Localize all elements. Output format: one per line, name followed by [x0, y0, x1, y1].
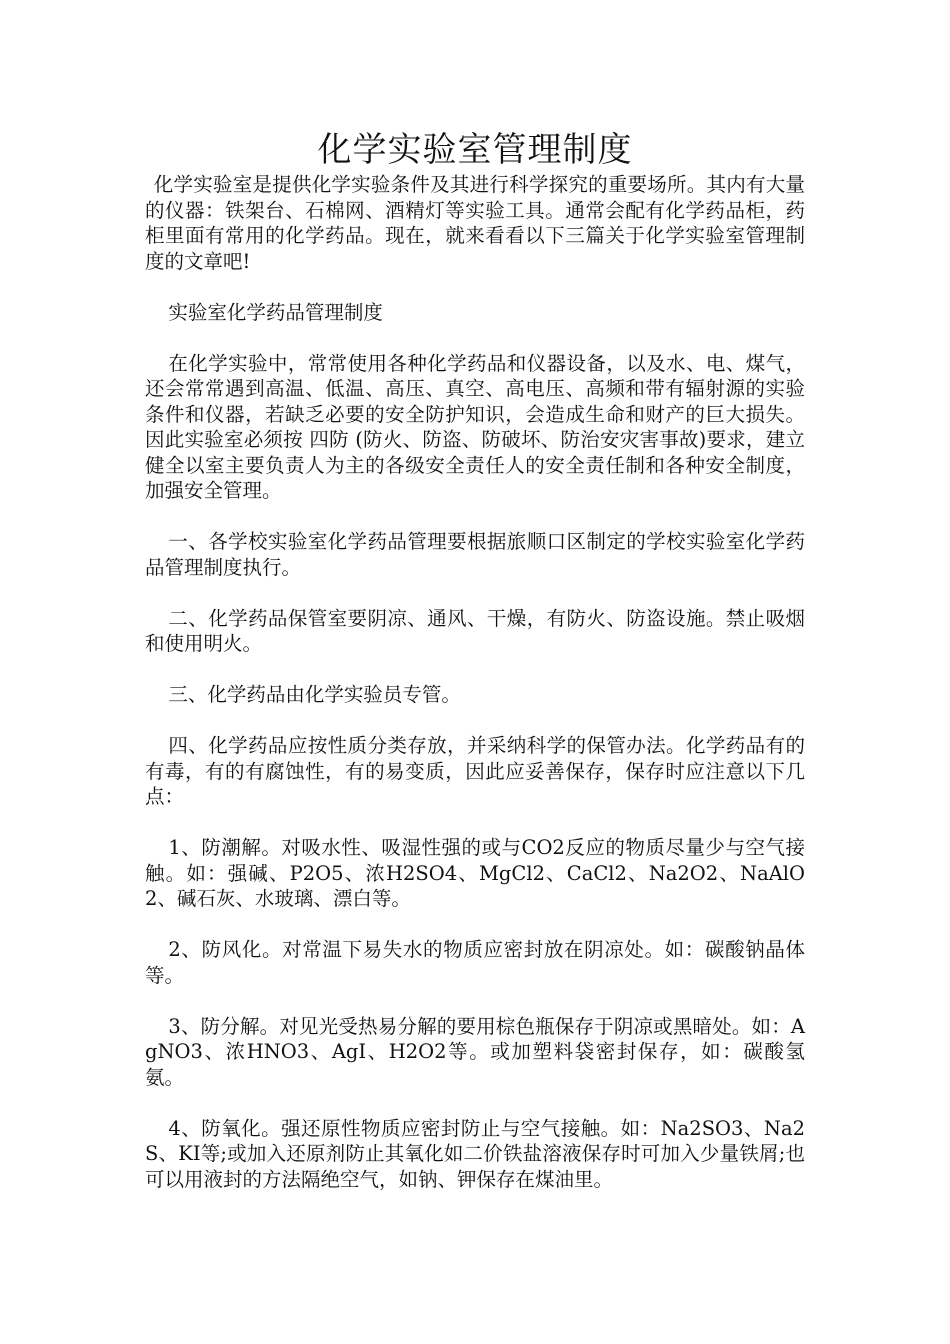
document-title: 化学实验室管理制度 — [317, 130, 633, 170]
storage-point-1: 1、防潮解。对吸水性、吸湿性强的或与CO2反应的物质尽量少与空气接触。如：强碱、P2O5、浓H2SO4、MgCl2、CaCl2、Na2O2、NaAlO2、碱石灰、水玻璃、漂白等。 — [145, 836, 805, 910]
storage-point-2: 2、防风化。对常温下易失水的物质应密封放在阴凉处。如：碳酸钠晶体等。 — [145, 938, 805, 987]
section-heading: 实验室化学药品管理制度 — [168, 300, 383, 324]
rule-item-3: 三、化学药品由化学实验员专管。 — [168, 683, 461, 706]
intro-paragraph: 化学实验室是提供化学实验条件及其进行科学探究的重要场所。其内有大量的仪器：铁架台、石棉网、酒精灯等实验工具。通常会配有化学药品柜，药柜里面有常用的化学药品。现在，就来看看以下三篇关于化学实验室管理制度的文章吧! — [145, 173, 805, 273]
rule-item-1: 一、各学校实验室化学药品管理要根据旅顺口区制定的学校实验室化学药品管理制度执行。 — [145, 530, 805, 579]
rule-item-4: 四、化学药品应按性质分类存放，并采纳科学的保管办法。化学药品有的有毒，有的有腐蚀性，有的易变质，因此应妥善保存，保存时应注意以下几点： — [145, 734, 805, 808]
storage-point-3: 3、防分解。对见光受热易分解的要用棕色瓶保存于阴凉或黑暗处。如：AgNO3、浓HNO3、AgI、H2O2等。或加塑料袋密封保存，如：碳酸氢氨。 — [145, 1014, 805, 1089]
body-paragraph: 在化学实验中，常常使用各种化学药品和仪器设备，以及水、电、煤气，还会常常遇到高温、低温、高压、真空、高电压、高频和带有辐射源的实验条件和仪器，若缺乏必要的安全防护知识，会造成生命和财产的巨大损失。因此实验室必须按 四防 (防火、防盗、防破坏、防治安灾害事故)要求，建立健全以室主要负责人为主的各级安全责任人的安全责任制和各种安全制度，加强安全管理。 — [145, 351, 805, 502]
rule-item-2: 二、化学药品保管室要阴凉、通风、干燥，有防火、防盗设施。禁止吸烟和使用明火。 — [145, 606, 805, 655]
document-body — [145, 128, 805, 1218]
storage-point-4: 4、防氧化。强还原性物质应密封防止与空气接触。如：Na2SO3、Na2S、KI等;或加入还原剂防止其氧化如二价铁盐溶液保存时可加入少量铁屑;也可以用液封的方法隔绝空气，如钠、钾保存在煤油里。 — [145, 1116, 805, 1191]
